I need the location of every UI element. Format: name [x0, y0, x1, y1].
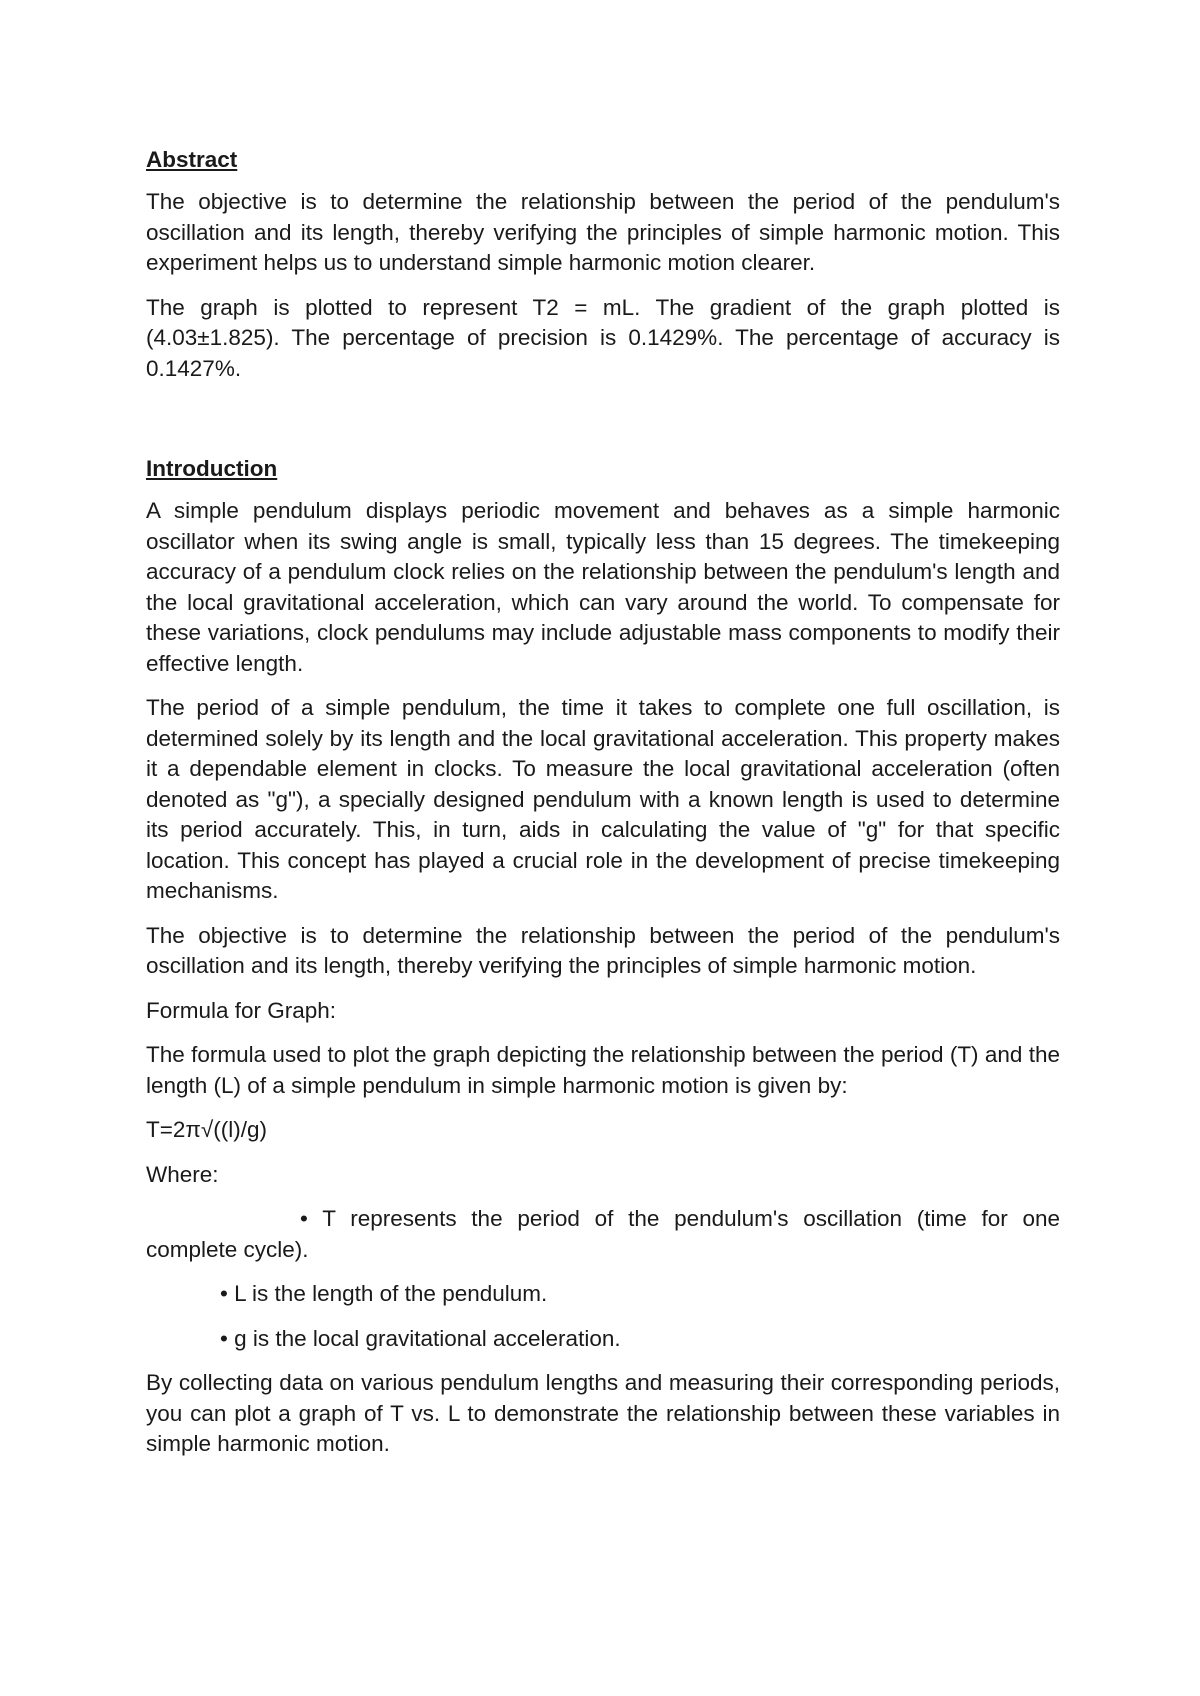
introduction-paragraph-3: The objective is to determine the relationship between the period of the pendulum's oscillation and its length, thereby verifying the principles of simple harmonic motion. [146, 922, 1060, 978]
introduction-paragraph-1: A simple pendulum displays periodic movement and behaves as a simple harmonic oscillator when its swing angle is small, typically less than 15 degrees. The timekeeping accuracy of a pendulum clock relies on the relationship between the pendulum's length and the local gravitational acceleration, which can vary around the world. To compensate for these variations, clock pendulums may include adjustable mass components to modify their effective length. [146, 498, 1060, 676]
formula-description: The formula used to plot the graph depicting the relationship between the period (T) and the length (L) of a simple pendulum in simple harmonic motion is given by: [146, 1042, 1060, 1098]
abstract-paragraph-2: The graph is plotted to represent T2 = mL. The gradient of the graph plotted is (4.03±1.825). The percentage of precision is 0.1429%. The percentage of accuracy is 0.1427%. [146, 294, 1060, 381]
introduction-paragraph-2: The period of a simple pendulum, the time it takes to complete one full oscillation, is determined solely by its length and the local gravitational acceleration. This property makes it a dependable element in clocks. To measure the local gravitational acceleration (often denoted as "g"), a specially designed pendulum with a known length is used to determine its period accurately. This, in turn, aids in calculating the value of "g" for that specific location. This concept has played a crucial role in the development of precise timekeeping mechanisms. [146, 695, 1060, 903]
abstract-paragraph-1: The objective is to determine the relationship between the period of the pendulum's oscillation and its length, thereby verifying the principles of simple harmonic motion. This experiment helps us to understand simple harmonic motion clearer. [146, 189, 1060, 275]
where-label: Where: [146, 1161, 219, 1187]
formula: T=2π√((l)/g) [146, 1117, 268, 1142]
section-spacer [146, 398, 1060, 454]
closing-paragraph: By collecting data on various pendulum lengths and measuring their corresponding periods, you can plot a graph of T vs. L to demonstrate the relationship between these variables in simple harmonic motion. [146, 1370, 1060, 1456]
formula-label: Formula for Graph: [146, 997, 337, 1023]
bullet-length: • L is the length of the pendulum. [220, 1281, 548, 1306]
introduction-heading: Introduction [146, 456, 278, 481]
document-page [146, 145, 1060, 1474]
bullet-period: • T represents the period of the pendulum's oscillation (time for one complete cycle). [146, 1206, 1060, 1262]
bullet-gravity: • g is the local gravitational acceleration. [220, 1325, 621, 1351]
abstract-heading: Abstract [146, 147, 238, 172]
